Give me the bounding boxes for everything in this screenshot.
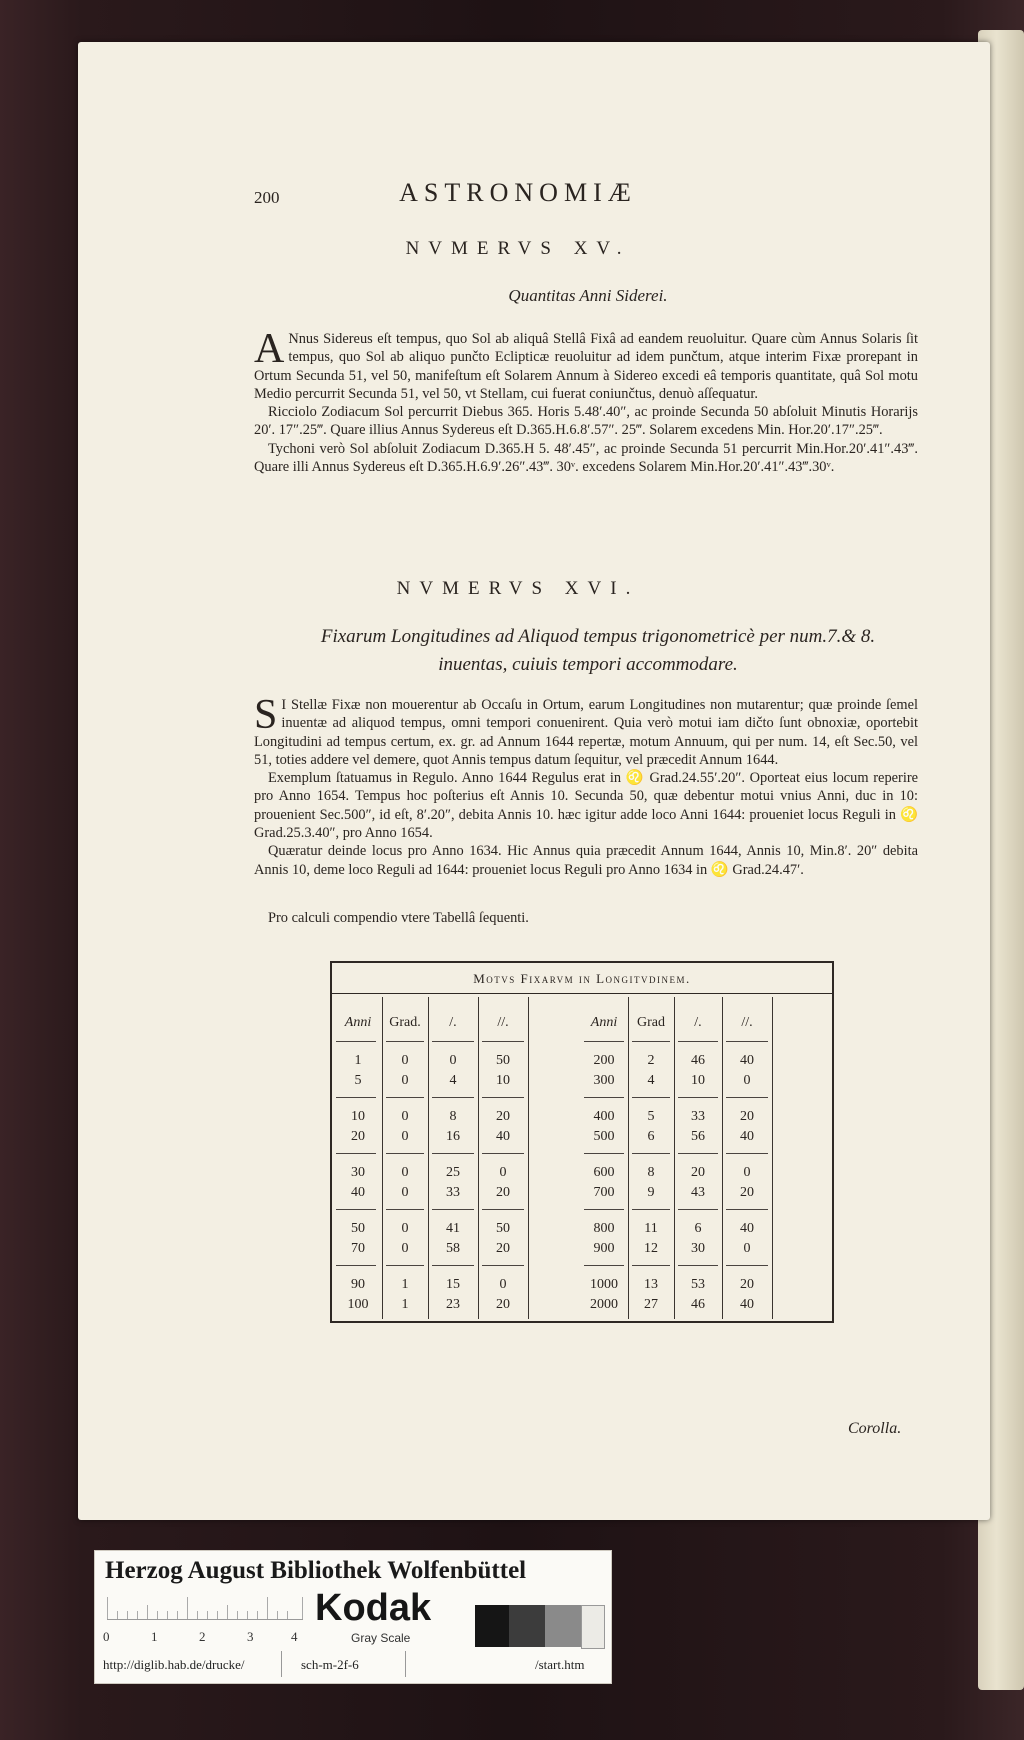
running-title: ASTRONOMIÆ xyxy=(399,178,637,207)
table-cell-right: 40 xyxy=(740,1297,754,1312)
group-rule xyxy=(584,1265,624,1266)
library-name: Herzog August Bibliothek Wolfenbüttel xyxy=(105,1557,527,1584)
group-rule xyxy=(432,1265,474,1266)
table-cell-right: 20 xyxy=(691,1165,705,1180)
table-cell-left: 20 xyxy=(496,1109,510,1124)
group-rule xyxy=(632,1209,670,1210)
table-cell-left: 25 xyxy=(446,1165,460,1180)
section-subtitle-15: Quantitas Anni Siderei. xyxy=(508,286,668,305)
table-cell-left: 1 xyxy=(354,1053,362,1068)
table-cell-left: 100 xyxy=(347,1297,369,1312)
table-cell-left: 0 xyxy=(401,1129,409,1144)
url-part: /start.htm xyxy=(535,1657,585,1672)
header-rule xyxy=(432,1041,474,1042)
table-cell-right: 0 xyxy=(743,1241,751,1256)
table-intro: Pro calculi compendio vtere Tabellâ ſequenti. xyxy=(268,910,529,926)
table-cell-right: 40 xyxy=(740,1129,754,1144)
group-rule xyxy=(482,1265,524,1266)
section-subtitle-16-line1: Fixarum Longitudines ad Aliquod tempus trigonometricè per num.7.& 8. xyxy=(320,626,876,647)
table-cell-right: 600 xyxy=(593,1165,615,1180)
table-cell-left: 20 xyxy=(351,1129,365,1144)
table-cell-right: 9 xyxy=(647,1185,655,1200)
table-cell-left: 15 xyxy=(446,1277,460,1292)
table-cell-right: 46 xyxy=(691,1297,705,1312)
header-rule xyxy=(632,1041,670,1042)
table-cell-right: 4 xyxy=(647,1073,655,1088)
table-cell-right: 56 xyxy=(691,1129,705,1144)
table-cell-left: 20 xyxy=(496,1297,510,1312)
table-cell-right: 500 xyxy=(593,1129,615,1144)
column-divider xyxy=(722,997,723,1319)
url-separator xyxy=(405,1651,406,1677)
table-cell-left: 50 xyxy=(496,1053,510,1068)
ruler-number: 1 xyxy=(151,1629,158,1644)
table-cell-right: 40 xyxy=(740,1053,754,1068)
group-rule xyxy=(584,1209,624,1210)
gray-swatch-black xyxy=(475,1605,509,1647)
table-cell-left: 16 xyxy=(446,1129,460,1144)
page-number: 200 xyxy=(254,188,280,207)
table-cell-left: 10 xyxy=(351,1109,365,1124)
ruler-number: 2 xyxy=(199,1629,206,1644)
table-cell-left: 50 xyxy=(496,1221,510,1236)
table-cell-right: 700 xyxy=(593,1185,615,1200)
table-cell-left: 20 xyxy=(496,1241,510,1256)
header-rule xyxy=(482,1041,524,1042)
table-cell-right: 300 xyxy=(593,1073,615,1088)
table-cell-right: 12 xyxy=(644,1241,658,1256)
header-rule xyxy=(584,1041,624,1042)
motion-table xyxy=(330,961,834,1323)
table-cell-right: 2000 xyxy=(590,1297,618,1312)
paragraph: Nnus Sidereus eſt tempus, quo Sol ab aliquâ Stellâ Fixâ ad eandem reuoluitur. Quare cùm Annus Solaris ſit tempus, quo Sol ab aliquo punčto Eclipticæ reuoluitur ad idem punčtum, atque interim Fixæ prorepant in Ortum Secunda 51, vel 50, manifeſtum eſt Solarem Annum à Sidereo excedi eâ temporis quantitate, quâ Sol motu Medio percurrit Secunda 51, vel 50, vt Stellam, cui fuerat coniunčtus, denuò aſſequatur. xyxy=(254,331,918,402)
table-cell-left: 0 xyxy=(499,1165,507,1180)
group-rule xyxy=(678,1097,718,1098)
table-cell-right: 53 xyxy=(691,1277,705,1292)
table-cell-right: 43 xyxy=(691,1185,705,1200)
table-cell-right: 0 xyxy=(743,1073,751,1088)
header-grad-left: Grad. xyxy=(389,1015,421,1030)
kodak-gray-scale-label: Gray Scale xyxy=(351,1631,411,1645)
dropcap-s: S xyxy=(254,692,278,738)
table-title-rule xyxy=(332,993,832,994)
url-part: sch-m-2f-6 xyxy=(301,1657,359,1672)
table-cell-right: 30 xyxy=(691,1241,705,1256)
table-cell-left: 20 xyxy=(496,1185,510,1200)
url-part: http://diglib.hab.de/drucke/ xyxy=(103,1657,245,1672)
table-cell-left: 0 xyxy=(401,1221,409,1236)
column-divider xyxy=(528,997,529,1319)
ruler-number: 4 xyxy=(291,1629,298,1644)
gray-swatch-dark xyxy=(509,1605,545,1647)
header-sec-left: //. xyxy=(497,1015,509,1030)
table-cell-right: 8 xyxy=(647,1165,655,1180)
header-grad-right: Grad xyxy=(637,1015,665,1030)
table-cell-left: 0 xyxy=(401,1053,409,1068)
header-rule xyxy=(336,1041,376,1042)
table-cell-right: 20 xyxy=(740,1185,754,1200)
group-rule xyxy=(584,1153,624,1154)
table-cell-right: 20 xyxy=(740,1277,754,1292)
table-cell-left: 90 xyxy=(351,1277,365,1292)
group-rule xyxy=(482,1097,524,1098)
table-cell-right: 6 xyxy=(647,1129,655,1144)
table-cell-right: 5 xyxy=(647,1109,655,1124)
group-rule xyxy=(386,1265,424,1266)
group-rule xyxy=(726,1265,768,1266)
column-divider xyxy=(628,997,629,1319)
table-cell-left: 0 xyxy=(401,1165,409,1180)
table-cell-right: 200 xyxy=(593,1053,615,1068)
group-rule xyxy=(386,1097,424,1098)
table-cell-left: 40 xyxy=(496,1129,510,1144)
group-rule xyxy=(632,1097,670,1098)
table-cell-left: 30 xyxy=(351,1165,365,1180)
table-cell-right: 33 xyxy=(691,1109,705,1124)
column-divider xyxy=(674,997,675,1319)
table-cell-right: 0 xyxy=(743,1165,751,1180)
group-rule xyxy=(482,1209,524,1210)
section-heading-16: NVMERVS XVI. xyxy=(396,578,640,599)
paragraph: I Stellæ Fixæ non mouerentur ab Occaſu in Ortum, earum Longitudines non mutarentur; quæ proinde ſemel inuentæ ad aliquod tempus, omni tempori conuenirent. Quia verò motui iam dičto ſunt obnoxiæ, oportebit Longitudini ad tempus certum, ex. gr. ad Annum 1644 repertæ, motum Annuum, qui per num. 14, eſt Sec.50, vel 51, toties addere vel demere, quot Annis tempus datum ſequitur, vel præcedit Annum 1644. xyxy=(254,697,918,768)
group-rule xyxy=(584,1097,624,1098)
column-divider xyxy=(772,997,773,1319)
header-rule xyxy=(726,1041,768,1042)
section-heading-15: NVMERVS XV. xyxy=(405,238,631,259)
table-cell-right: 900 xyxy=(593,1241,615,1256)
kodak-logo: Kodak xyxy=(315,1587,432,1629)
group-rule xyxy=(386,1209,424,1210)
table-cell-left: 0 xyxy=(499,1277,507,1292)
group-rule xyxy=(726,1153,768,1154)
table-cell-right: 400 xyxy=(593,1109,615,1124)
group-rule xyxy=(678,1265,718,1266)
gray-swatch-white xyxy=(581,1605,605,1649)
section-15-text xyxy=(254,326,918,476)
section-subtitle-16-line2: inuentas, cuiuis tempori accommodare. xyxy=(438,654,738,675)
table-cell-right: 13 xyxy=(644,1277,658,1292)
paragraph: Exemplum ſtatuamus in Regulo. Anno 1644 Regulus erat in ♌ Grad.24.55′.20″. Oporteat eius locum reperire pro Anno 1654. Tempus hoc poſterius eſt Annis 10. Secunda 50, quæ debentur motui vnius Anni, duc in 10: prouenient Sec.500″, id eſt, 8′.20″, debita Annis 10. hæc igitur adde loco Anni 1644: proueniet locus Reguli in ♌ Grad.25.3.40″, pro Anno 1654. xyxy=(254,770,918,842)
header-min-left: /. xyxy=(449,1015,457,1030)
table-cell-left: 0 xyxy=(401,1241,409,1256)
gray-swatch-mid xyxy=(545,1605,581,1647)
group-rule xyxy=(632,1265,670,1266)
table-cell-left: 40 xyxy=(351,1185,365,1200)
group-rule xyxy=(432,1209,474,1210)
table-cell-left: 0 xyxy=(401,1185,409,1200)
header-rule xyxy=(386,1041,424,1042)
table-cell-left: 50 xyxy=(351,1221,365,1236)
dropcap-a: A xyxy=(254,326,285,372)
column-divider xyxy=(382,997,383,1319)
table-cell-right: 40 xyxy=(740,1221,754,1236)
group-rule xyxy=(726,1097,768,1098)
table-cell-left: 0 xyxy=(449,1053,457,1068)
table-cell-left: 1 xyxy=(401,1297,409,1312)
ruler-number: 0 xyxy=(103,1629,110,1644)
section-16-text xyxy=(254,692,918,879)
paragraph: Quæratur deinde locus pro Anno 1634. Hic Annus quia præcedit Annum 1644, Annis 10, Min.8′. 20″ debita Annis 10, deme loco Reguli ad 1644: proueniet locus Reguli pro Anno 1634 in ♌ Grad.24.47′. xyxy=(254,843,918,878)
ruler-number: 3 xyxy=(247,1629,254,1644)
table-cell-right: 800 xyxy=(593,1221,615,1236)
table-cell-right: 27 xyxy=(644,1297,658,1312)
group-rule xyxy=(336,1209,376,1210)
group-rule xyxy=(632,1153,670,1154)
table-cell-right: 20 xyxy=(740,1109,754,1124)
group-rule xyxy=(336,1153,376,1154)
column-divider xyxy=(428,997,429,1319)
library-label xyxy=(94,1550,612,1684)
group-rule xyxy=(336,1097,376,1098)
header-min-right: /. xyxy=(694,1015,702,1030)
paragraph: Ricciolo Zodiacum Sol percurrit Diebus 365. Horis 5.48′.40″, ac proinde Secunda 50 abſoluit Minutis Horarijs 20′. 17″.25‴. Quare illius Annus Sydereus eſt D.365.H.6.8′.57″. 25‴. Solarem excedens Min. Hor.20′.17″.25‴. xyxy=(254,404,918,439)
table-cell-left: 10 xyxy=(496,1073,510,1088)
table-cell-left: 33 xyxy=(446,1185,460,1200)
table-cell-left: 8 xyxy=(449,1109,457,1124)
table-cell-right: 46 xyxy=(691,1053,705,1068)
table-title: Motvs Fixarvm in Longitvdinem. xyxy=(473,971,691,986)
table-cell-left: 4 xyxy=(449,1073,457,1088)
header-anni-left: Anni xyxy=(344,1015,372,1030)
scale-ruler xyxy=(107,1597,303,1620)
header-sec-right: //. xyxy=(741,1015,753,1030)
group-rule xyxy=(726,1209,768,1210)
table-cell-left: 23 xyxy=(446,1297,460,1312)
group-rule xyxy=(482,1153,524,1154)
book-page xyxy=(78,42,990,1520)
group-rule xyxy=(432,1097,474,1098)
table-cell-left: 58 xyxy=(446,1241,460,1256)
group-rule xyxy=(336,1265,376,1266)
group-rule xyxy=(678,1153,718,1154)
table-cell-left: 1 xyxy=(401,1277,409,1292)
catchword: Corolla. xyxy=(848,1420,902,1437)
table-cell-right: 6 xyxy=(694,1221,702,1236)
table-cell-left: 0 xyxy=(401,1073,409,1088)
table-cell-left: 41 xyxy=(446,1221,460,1236)
url-separator xyxy=(281,1651,282,1677)
column-divider xyxy=(478,997,479,1319)
group-rule xyxy=(432,1153,474,1154)
header-anni-right: Anni xyxy=(590,1015,618,1030)
group-rule xyxy=(678,1209,718,1210)
table-cell-right: 11 xyxy=(644,1221,658,1236)
table-cell-left: 5 xyxy=(354,1073,362,1088)
table-cell-right: 10 xyxy=(691,1073,705,1088)
table-cell-right: 1000 xyxy=(590,1277,618,1292)
paragraph: Tychoni verò Sol abſoluit Zodiacum D.365.H 5. 48′.45″, ac proinde Secunda 51 percurrit Min.Hor.20′.41″.43‴. Quare illi Annus Sydereus eſt D.365.H.6.9′.26″.43‴. 30ᵛ. excedens Solarem Min.Hor.20′.41″.43‴.30ᵛ. xyxy=(254,440,918,476)
table-cell-left: 0 xyxy=(401,1109,409,1124)
group-rule xyxy=(386,1153,424,1154)
header-rule xyxy=(678,1041,718,1042)
table-cell-left: 70 xyxy=(351,1241,365,1256)
table-cell-right: 2 xyxy=(647,1053,655,1068)
